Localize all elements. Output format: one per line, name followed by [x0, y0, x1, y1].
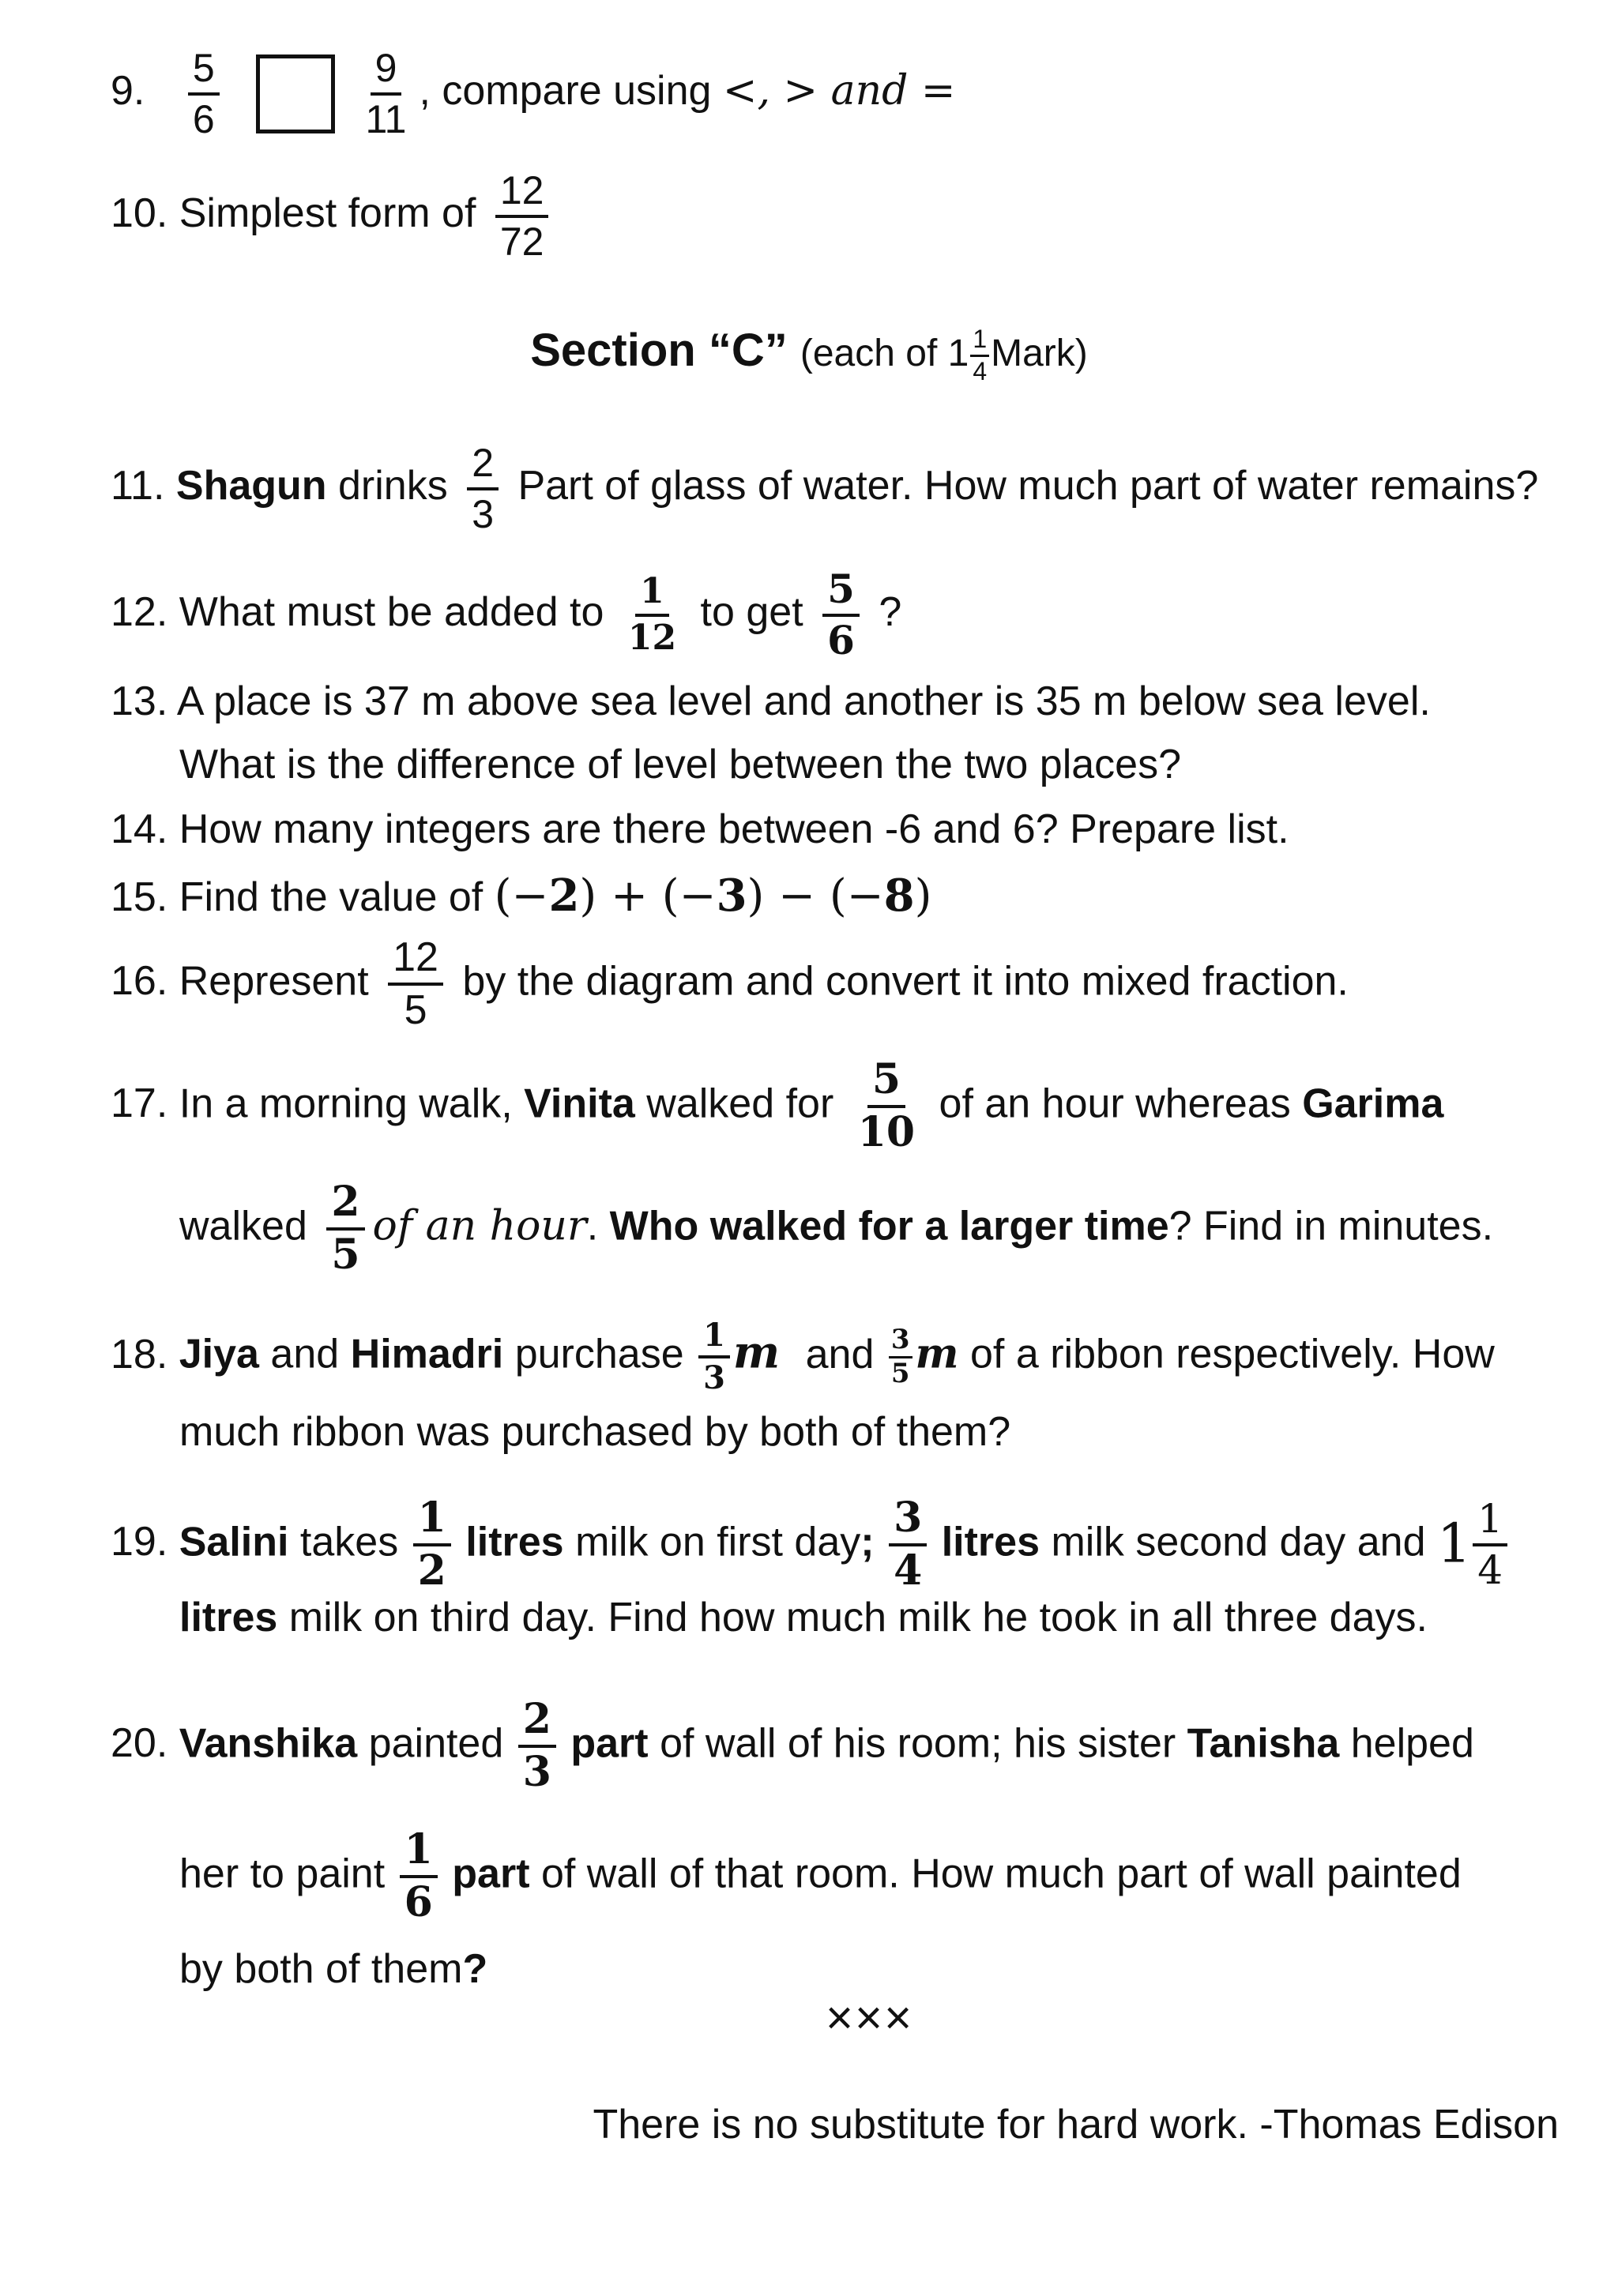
- fraction: [495, 170, 549, 262]
- question-20: [111, 1695, 1563, 1992]
- semicolon: ;: [860, 1519, 875, 1565]
- fraction: [188, 47, 220, 140]
- numerator: 3: [889, 1326, 912, 1358]
- question-text: .: [586, 1203, 599, 1249]
- numerator: 12: [495, 170, 549, 218]
- question-text: of an hour whereas: [939, 1080, 1291, 1127]
- numerator: 1: [970, 326, 989, 357]
- question-text: takes: [299, 1519, 399, 1565]
- question-number: 14.: [111, 806, 168, 852]
- denominator: 72: [499, 219, 544, 264]
- denominator: 4: [1477, 1546, 1503, 1593]
- expr-value: 3: [716, 870, 747, 922]
- question-number: 17.: [111, 1080, 168, 1127]
- section-title: Section “C”: [530, 325, 788, 376]
- fraction: [889, 1494, 927, 1595]
- denominator: 6: [827, 616, 855, 663]
- expr-value: 2: [548, 870, 580, 922]
- question-text: A place is 37 m above sea level and another is 35 m below sea level.: [176, 678, 1431, 724]
- bold-text: litres: [179, 1595, 278, 1640]
- question-text: drinks: [338, 463, 448, 509]
- denominator: 3: [522, 1747, 551, 1796]
- question-17: [111, 1055, 1563, 1279]
- fraction: [518, 1695, 556, 1796]
- bold-text: Who walked for a larger time: [609, 1203, 1169, 1249]
- question-text: ? Find in minutes.: [1168, 1203, 1494, 1249]
- denominator: 5: [331, 1230, 360, 1279]
- question-13: [111, 675, 1563, 787]
- person-name: Shagun: [175, 463, 327, 509]
- question-15: [111, 867, 1563, 926]
- math-expression: [495, 870, 932, 922]
- denominator: 12: [627, 617, 677, 658]
- fraction: [822, 566, 860, 663]
- fraction: [361, 47, 412, 140]
- person-name: Garima: [1302, 1080, 1444, 1127]
- question-number: 19.: [111, 1519, 168, 1565]
- question-number: 20.: [111, 1720, 168, 1767]
- numerator: 12: [388, 936, 443, 986]
- numerator: 5: [822, 569, 860, 617]
- question-text-line-2: [179, 1591, 1428, 1645]
- denominator: 10: [857, 1107, 916, 1156]
- question-16: [111, 936, 1563, 1032]
- fraction: [623, 573, 681, 656]
- question-text: milk second day and: [1051, 1519, 1426, 1565]
- question-number: 18.: [111, 1331, 168, 1377]
- question-text-line-2: [179, 1178, 1494, 1279]
- question-number: 11.: [111, 463, 165, 509]
- numerator: 1: [635, 573, 669, 616]
- fraction: [698, 1319, 730, 1395]
- question-text: of wall of that room. How much part of wall painted: [540, 1851, 1462, 1897]
- numerator: 2: [326, 1181, 364, 1231]
- person-name: Jiya: [179, 1331, 259, 1377]
- question-text: [575, 1519, 875, 1565]
- question-number: 15.: [111, 874, 168, 920]
- question-19: [111, 1494, 1563, 1640]
- question-9: [111, 47, 1563, 140]
- math-text: of an hour: [372, 1202, 587, 1250]
- question-text: Represent: [179, 958, 369, 1005]
- question-number: 9.: [111, 68, 145, 115]
- bold-text: litres: [941, 1519, 1040, 1565]
- bold-text: part: [570, 1720, 649, 1767]
- numerator: 9: [371, 47, 402, 96]
- question-text: walked for: [646, 1080, 834, 1127]
- question-text: milk on third day. Find how much milk he took in all three days.: [288, 1595, 1428, 1640]
- question-text: Find the value of: [179, 874, 484, 920]
- question-number: 12.: [111, 589, 168, 636]
- expr-part: ) − (−: [747, 870, 884, 922]
- denominator: 4: [973, 356, 988, 385]
- question-text: , compare using: [419, 68, 712, 115]
- bold-text: litres: [465, 1519, 564, 1565]
- question-text: and: [805, 1331, 875, 1377]
- question-text: and: [270, 1331, 340, 1377]
- question-text: Simplest form of: [179, 190, 476, 237]
- question-text: to get: [700, 589, 803, 636]
- question-text-line-3: [179, 1943, 487, 1997]
- question-text-line-2: What is the difference of level between the two places?: [179, 742, 1182, 787]
- fraction: [1473, 1498, 1507, 1591]
- question-11: [111, 442, 1563, 535]
- denominator: 6: [404, 1877, 433, 1926]
- person-name: Tanisha: [1187, 1720, 1340, 1767]
- question-text: helped: [1350, 1720, 1474, 1767]
- question-text-part: milk on first day: [575, 1519, 861, 1565]
- numerator: 1: [1473, 1498, 1507, 1546]
- denominator: 5: [890, 1357, 910, 1389]
- marks-text: Mark): [991, 333, 1088, 374]
- question-number: 16.: [111, 958, 168, 1005]
- expr-part: ) + (−: [579, 870, 717, 922]
- end-separator: ×××: [826, 1991, 914, 2044]
- fraction: [326, 1178, 364, 1279]
- numerator: 5: [188, 47, 220, 96]
- bold-text: part: [452, 1851, 530, 1897]
- question-text: her to paint: [179, 1851, 386, 1897]
- denominator: 3: [703, 1359, 725, 1396]
- question-number: 10.: [111, 190, 168, 237]
- fraction: [889, 1323, 912, 1389]
- question-text: In a morning walk,: [179, 1080, 513, 1127]
- unit-m: m: [915, 1329, 959, 1378]
- question-text: ?: [879, 589, 902, 636]
- numerator: 5: [867, 1058, 905, 1108]
- question-text: by both of them: [179, 1946, 463, 1992]
- denominator: 3: [472, 491, 494, 536]
- person-name: Vinita: [524, 1080, 635, 1127]
- numerator: 2: [467, 442, 499, 490]
- question-12: [111, 566, 1563, 663]
- fraction: [970, 326, 989, 385]
- numerator: 1: [698, 1319, 730, 1358]
- question-text: of a ribbon respectively. How: [970, 1331, 1495, 1377]
- comparison-symbols: <, > and =: [722, 67, 956, 115]
- person-name: Salini: [179, 1519, 289, 1565]
- denominator: 4: [894, 1546, 923, 1595]
- question-text: What must be added to: [179, 589, 604, 636]
- person-name: Himadri: [350, 1331, 504, 1377]
- question-text: painted: [368, 1720, 504, 1767]
- numerator: 3: [889, 1497, 927, 1546]
- fraction: [413, 1494, 451, 1595]
- mixed-whole: 1: [1436, 1513, 1472, 1576]
- fraction: [388, 936, 443, 1032]
- compare-answer-box[interactable]: [256, 54, 335, 133]
- denominator: 2: [417, 1546, 446, 1595]
- question-mark: ?: [462, 1946, 488, 1992]
- question-text: by the diagram and convert it into mixed fraction.: [462, 958, 1349, 1005]
- question-text-line-2: much ribbon was purchased by both of them?: [179, 1409, 1011, 1455]
- footer-quote: There is no substitute for hard work. -Thomas Edison: [593, 2102, 1559, 2148]
- question-text: purchase: [514, 1331, 684, 1377]
- fraction: [853, 1055, 920, 1156]
- question-text: How many integers are there between -6 and 6? Prepare list.: [179, 806, 1289, 852]
- section-heading: [0, 324, 1618, 385]
- question-text-line-2: [179, 1825, 1462, 1926]
- denominator: 11: [365, 96, 407, 141]
- marks-text: (each of 1: [800, 333, 969, 374]
- person-name: Vanshika: [179, 1720, 358, 1767]
- unit-m: m: [732, 1326, 781, 1379]
- question-text: of wall of his room; his sister: [660, 1720, 1176, 1767]
- fraction: [400, 1825, 438, 1926]
- expr-part: (−: [494, 870, 549, 922]
- numerator: 1: [413, 1497, 451, 1546]
- numerator: 1: [400, 1828, 438, 1878]
- denominator: 6: [192, 96, 215, 141]
- numerator: 2: [518, 1698, 556, 1748]
- question-18: [111, 1317, 1563, 1455]
- denominator: 5: [404, 986, 427, 1033]
- expr-value: 8: [883, 870, 915, 922]
- question-14: [111, 803, 1563, 857]
- fraction: [467, 442, 499, 535]
- question-text: walked: [179, 1203, 307, 1249]
- expr-part: ): [914, 870, 932, 922]
- question-text: Part of glass of water. How much part of water remains?: [517, 463, 1539, 509]
- question-number: 13.: [111, 678, 168, 724]
- section-marks: [800, 325, 1088, 385]
- question-10: [111, 170, 1563, 262]
